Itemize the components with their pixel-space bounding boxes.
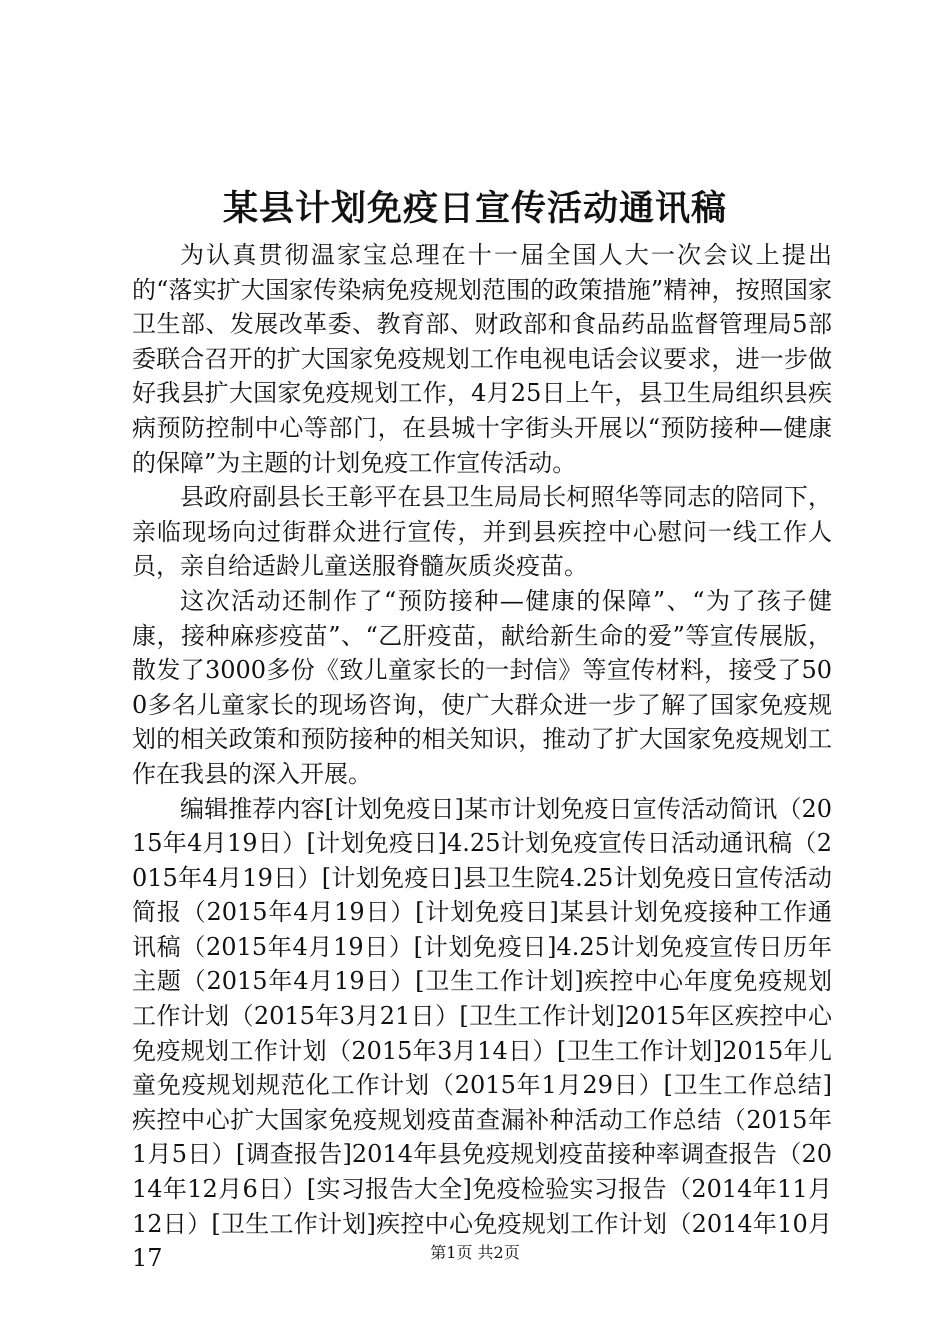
page-footer: 第1页 共2页 — [430, 1243, 520, 1262]
paragraph-1: 为认真贯彻温家宝总理在十一届全国人大一次会议上提出的“落实扩大国家传染病免疫规划范围的政策措施”精神，按照国家卫生部、发展改革委、教育部、财政部和食品药品监督管理局5部委联合召开的扩大国家免疫规划工作电视电话会议要求，进一步做好我县扩大国家免疫规划工作，4月25日上午，县卫生局组织县疾病预防控制中心等部门，在县城十字街头开展以“预防接种—健康的保障”为主题的计划免疫工作宣传活动。 — [132, 241, 832, 477]
document-body — [132, 238, 832, 1276]
document-title: 某县计划免疫日宣传活动通讯稿 — [222, 188, 727, 229]
paragraph-2: 县政府副县长王彰平在县卫生局局长柯照华等同志的陪同下，亲临现场向过街群众进行宣传，并到县疾控中心慰问一线工作人员，亲自给适龄儿童送服脊髓灰质炎疫苗。 — [132, 483, 832, 581]
paragraph-related-content: 编辑推荐内容[计划免疫日]某市计划免疫日宣传活动简讯（2015年4月19日）[计划免疫日]4.25计划免疫宣传日活动通讯稿（2015年4月19日）[计划免疫日]县卫生院4.25计划免疫日宣传活动简报（2015年4月19日）[计划免疫日]某县计划免疫接种工作通讯稿（2015年4月19日）[计划免疫日]4.25计划免疫宣传日历年主题（2015年4月19日）[卫生工作计划]疾控中心年度免疫规划工作计划（2015年3月21日）[卫生工作计划]2015年区疾控中心免疫规划工作计划（2015年3月14日）[卫生工作计划]2015年儿童免疫规划规范化工作计划（2015年1月29日）[卫生工作总结]疾控中心扩大国家免疫规划疫苗查漏补种活动工作总结（2015年1月5日）[调查报告]2014年县免疫规划疫苗接种率调查报告（2014年12月6日）[实习报告大全]免疫检验实习报告（2014年11月12日）[卫生工作计划]疾控中心免疫规划工作计划（2014年10月17 — [132, 794, 832, 1273]
paragraph-3: 这次活动还制作了“预防接种—健康的保障”、“为了孩子健康，接种麻疹疫苗”、“乙肝疫苗，献给新生命的爱”等宣传展版，散发了3000多份《致儿童家长的一封信》等宣传材料，接受了500多名儿童家长的现场咨询，使广大群众进一步了解了国家免疫规划的相关政策和预防接种的相关知识，推动了扩大国家免疫规划工作在我县的深入开展。 — [132, 586, 832, 788]
